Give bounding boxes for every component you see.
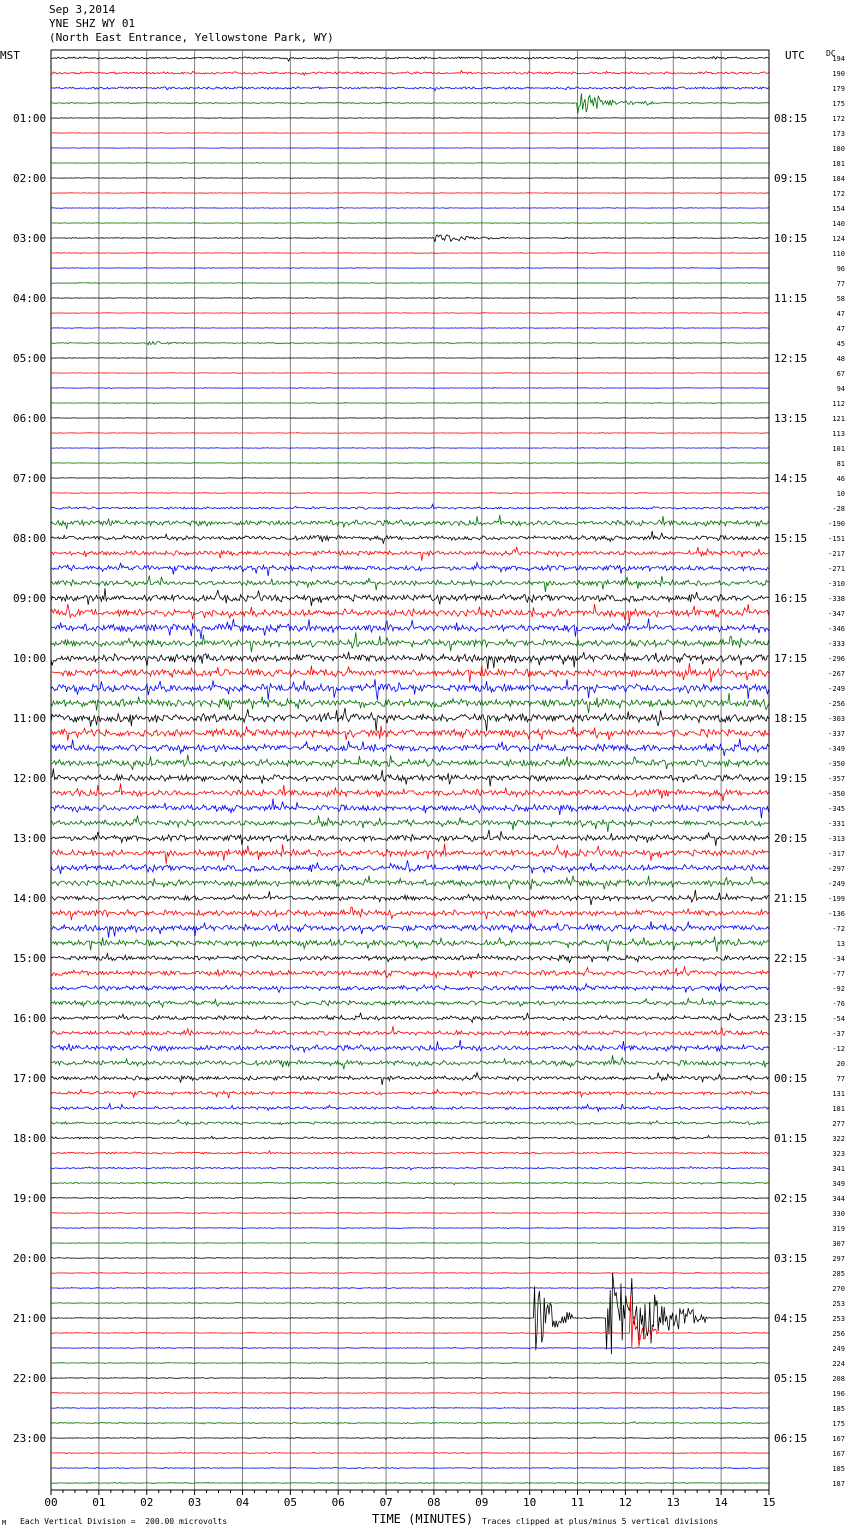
dc-offset-label: 167 xyxy=(832,1450,845,1458)
dc-offset-label: 175 xyxy=(832,1420,845,1428)
trace-line xyxy=(51,921,769,937)
right-hour-label: 18:15 xyxy=(774,712,808,725)
right-hour-label: 10:15 xyxy=(774,232,808,245)
dc-offset-label: 341 xyxy=(832,1165,845,1173)
trace-line xyxy=(51,373,769,374)
trace-line xyxy=(51,693,769,713)
trace-line xyxy=(51,632,769,652)
trace-line xyxy=(51,1303,769,1304)
dc-offset-label: -338 xyxy=(828,595,845,603)
trace-line xyxy=(51,1408,769,1409)
dc-offset-label: -54 xyxy=(832,1015,845,1023)
dc-offset-label: -296 xyxy=(828,655,845,663)
dc-offset-label: -317 xyxy=(828,850,845,858)
dc-offset-label: 175 xyxy=(832,100,845,108)
left-hour-label: 23:00 xyxy=(13,1432,47,1445)
trace-line xyxy=(51,967,769,979)
left-hour-label: 13:00 xyxy=(13,832,47,845)
trace-line xyxy=(51,253,769,254)
trace-line xyxy=(51,93,769,113)
dc-offset-label: -331 xyxy=(828,820,845,828)
right-hour-label: 23:15 xyxy=(774,1012,808,1025)
trace-line xyxy=(51,604,769,624)
dc-offset-label: -256 xyxy=(828,700,845,708)
right-hour-label: 01:15 xyxy=(774,1132,808,1145)
dc-offset-label: -34 xyxy=(832,955,845,963)
trace-line xyxy=(51,1055,769,1069)
dc-offset-label: -92 xyxy=(832,985,845,993)
trace-line xyxy=(51,739,769,756)
dc-offset-label: 184 xyxy=(832,175,845,183)
trace-line xyxy=(51,983,769,992)
trace-line xyxy=(51,1136,769,1140)
right-hour-label: 15:15 xyxy=(774,532,808,545)
trace-line xyxy=(51,907,769,920)
dc-offset-label: -217 xyxy=(828,550,845,558)
trace-line xyxy=(51,463,769,464)
trace-line xyxy=(51,1347,769,1348)
trace-line xyxy=(51,844,769,864)
left-hour-label: 01:00 xyxy=(13,112,47,125)
trace-line xyxy=(51,1013,769,1023)
dc-offset-label: 81 xyxy=(836,460,845,468)
dc-offset-label: 48 xyxy=(836,355,845,363)
trace-line xyxy=(51,1257,769,1258)
left-hour-label: 20:00 xyxy=(13,1252,47,1265)
trace-line xyxy=(51,708,769,731)
dc-offset-label: -350 xyxy=(828,760,845,768)
dc-offset-label: 20 xyxy=(836,1060,845,1068)
dc-offset-label: 187 xyxy=(832,1480,845,1488)
left-hour-label: 19:00 xyxy=(13,1192,47,1205)
trace-line xyxy=(51,358,769,359)
dc-offset-label: 154 xyxy=(832,205,845,213)
left-hour-label: 14:00 xyxy=(13,892,47,905)
right-timezone-label: UTC xyxy=(785,49,805,62)
trace-line xyxy=(51,313,769,314)
dc-offset-label: -76 xyxy=(832,1000,845,1008)
trace-line xyxy=(51,515,769,529)
x-axis xyxy=(44,1490,775,1509)
x-tick-label: 13 xyxy=(666,1496,680,1509)
dc-offset-label: 319 xyxy=(832,1225,845,1233)
x-tick-label: 00 xyxy=(44,1496,58,1509)
dc-offset-label: 113 xyxy=(832,430,845,438)
x-tick-label: 08 xyxy=(427,1496,441,1509)
dc-offset-label: -37 xyxy=(832,1030,845,1038)
x-tick-label: 11 xyxy=(570,1496,585,1509)
right-hour-label: 03:15 xyxy=(774,1252,808,1265)
dc-offset-label: 323 xyxy=(832,1150,845,1158)
trace-line xyxy=(51,298,769,299)
dc-offset-label: 181 xyxy=(832,1105,845,1113)
trace-line xyxy=(51,87,769,91)
x-tick-label: 15 xyxy=(762,1496,776,1509)
trace-line xyxy=(51,57,769,62)
dc-offset-label: -28 xyxy=(832,505,845,513)
dc-offset-label: 58 xyxy=(836,295,845,303)
dc-offset-label: 121 xyxy=(832,415,845,423)
dc-offset-label: 77 xyxy=(836,280,845,288)
dc-offset-label: 179 xyxy=(832,85,845,93)
trace-line xyxy=(51,193,769,194)
left-hour-label: 03:00 xyxy=(13,232,47,245)
x-tick-label: 01 xyxy=(92,1496,106,1509)
dc-offset-label: 181 xyxy=(832,160,845,168)
trace-line xyxy=(51,493,769,494)
dc-offset-label: -346 xyxy=(828,625,845,633)
dc-offset-label: -136 xyxy=(828,910,845,918)
dc-offset-label: 190 xyxy=(832,70,845,78)
trace-line xyxy=(51,118,769,119)
right-hour-label: 06:15 xyxy=(774,1432,808,1445)
dc-offset-label: 10 xyxy=(836,490,845,498)
trace-line xyxy=(51,652,769,670)
trace-line xyxy=(51,1151,769,1154)
corner-mark: M xyxy=(2,1519,7,1527)
left-hour-label: 05:00 xyxy=(13,352,47,365)
right-hour-label: 00:15 xyxy=(774,1072,808,1085)
trace-line xyxy=(51,890,769,905)
dc-column-label: DC xyxy=(826,49,836,58)
trace-line xyxy=(51,1228,769,1229)
trace-line xyxy=(51,726,769,741)
trace-line xyxy=(51,1287,769,1289)
trace-line xyxy=(51,679,769,700)
dc-offset-label: 330 xyxy=(832,1210,845,1218)
x-tick-label: 06 xyxy=(331,1496,345,1509)
trace-line xyxy=(51,207,769,208)
right-hour-label: 14:15 xyxy=(774,472,808,485)
x-tick-label: 10 xyxy=(523,1496,537,1509)
trace-line xyxy=(51,71,769,76)
right-hour-label: 19:15 xyxy=(774,772,808,785)
trace-line xyxy=(51,235,769,242)
x-axis-title: TIME (MINUTES) xyxy=(372,1512,474,1526)
trace-line xyxy=(51,1437,769,1439)
trace-line xyxy=(51,618,769,639)
trace-line xyxy=(51,1243,769,1244)
trace-line xyxy=(51,403,769,404)
trace-line xyxy=(51,504,769,509)
trace-line xyxy=(51,1182,769,1184)
trace-line xyxy=(51,448,769,449)
trace-line xyxy=(51,162,769,163)
x-tick-label: 14 xyxy=(714,1496,728,1509)
x-tick-label: 05 xyxy=(283,1496,297,1509)
dc-offset-label: 67 xyxy=(836,370,845,378)
dc-offset-label: 124 xyxy=(832,235,845,243)
dc-offset-label: 253 xyxy=(832,1315,845,1323)
left-hour-label: 21:00 xyxy=(13,1312,47,1325)
dc-offset-label: 172 xyxy=(832,190,845,198)
right-hour-label: 05:15 xyxy=(774,1372,808,1385)
dc-offset-label: 270 xyxy=(832,1285,845,1293)
trace-line xyxy=(51,588,769,606)
dc-offset-label: 285 xyxy=(832,1270,845,1278)
dc-offset-label: -349 xyxy=(828,745,845,753)
trace-line xyxy=(51,328,769,329)
trace-line xyxy=(51,133,769,134)
dc-offset-label: 194 xyxy=(832,55,845,63)
trace-line xyxy=(51,268,769,269)
dc-offset-label: 46 xyxy=(836,475,845,483)
trace-line xyxy=(51,830,769,846)
dc-offset-label: 249 xyxy=(832,1345,845,1353)
trace-line xyxy=(51,576,769,593)
dc-offset-label: 94 xyxy=(836,385,845,393)
right-hour-label: 20:15 xyxy=(774,832,808,845)
trace-line xyxy=(51,783,769,801)
trace-line xyxy=(51,223,769,224)
left-hour-label: 17:00 xyxy=(13,1072,47,1085)
dc-offset-label: 172 xyxy=(832,115,845,123)
trace-line xyxy=(51,1073,769,1085)
dc-offset-label: -151 xyxy=(828,535,845,543)
left-hour-label: 06:00 xyxy=(13,412,47,425)
left-timezone-label: MST xyxy=(0,49,20,62)
trace-line xyxy=(51,1104,769,1112)
dc-offset-label: 110 xyxy=(832,250,845,258)
dc-offset-label: -297 xyxy=(828,865,845,873)
left-hour-label: 04:00 xyxy=(13,292,47,305)
dc-offset-label: -350 xyxy=(828,790,845,798)
left-hour-label: 10:00 xyxy=(13,652,47,665)
dc-offset-label: -249 xyxy=(828,880,845,888)
dc-offset-label: 256 xyxy=(832,1330,845,1338)
station-code: YNE SHZ WY 01 xyxy=(49,17,136,30)
trace-line xyxy=(51,1483,769,1484)
dc-offset-label: 297 xyxy=(832,1255,845,1263)
right-hour-label: 11:15 xyxy=(774,292,808,305)
trace-line xyxy=(51,1273,769,1355)
dc-offset-label: 101 xyxy=(832,445,845,453)
x-tick-label: 07 xyxy=(379,1496,393,1509)
dc-offset-label: -313 xyxy=(828,835,845,843)
trace-line xyxy=(51,768,769,786)
x-tick-label: 09 xyxy=(475,1496,489,1509)
dc-offset-label: 307 xyxy=(832,1240,845,1248)
dc-offset-label: 77 xyxy=(836,1075,845,1083)
trace-line xyxy=(51,954,769,963)
dc-offset-label: -12 xyxy=(832,1045,845,1053)
x-tick-label: 12 xyxy=(618,1496,633,1509)
dc-offset-label: -249 xyxy=(828,685,845,693)
trace-line xyxy=(51,547,769,561)
trace-line xyxy=(51,1040,769,1052)
dc-offset-label: 349 xyxy=(832,1180,845,1188)
trace-line xyxy=(51,937,769,952)
trace-line xyxy=(51,998,769,1007)
dc-offset-label: -72 xyxy=(832,925,845,933)
trace-line xyxy=(51,283,769,284)
dc-offset-label: 322 xyxy=(832,1135,845,1143)
trace-line xyxy=(51,433,769,434)
trace-line xyxy=(51,1468,769,1469)
dc-offset-label: 277 xyxy=(832,1120,845,1128)
trace-line xyxy=(51,1453,769,1454)
trace-line xyxy=(51,1026,769,1035)
trace-line xyxy=(51,388,769,389)
trace-line xyxy=(51,563,769,577)
right-hour-label: 02:15 xyxy=(774,1192,808,1205)
right-hour-label: 12:15 xyxy=(774,352,808,365)
dc-offset-label: 224 xyxy=(832,1360,845,1368)
right-hour-label: 21:15 xyxy=(774,892,808,905)
dc-offset-label: 180 xyxy=(832,145,845,153)
dc-offset-label: -199 xyxy=(828,895,845,903)
station-location: (North East Entrance, Yellowstone Park, WY) xyxy=(49,31,334,44)
clip-note: Traces clipped at plus/minus 5 vertical divisions xyxy=(482,1517,719,1526)
right-hour-label: 04:15 xyxy=(774,1312,808,1325)
trace-line xyxy=(51,418,769,419)
left-hour-label: 15:00 xyxy=(13,952,47,965)
chart-date: Sep 3,2014 xyxy=(49,3,116,16)
dc-offset-label: -310 xyxy=(828,580,845,588)
dc-offset-label: 185 xyxy=(832,1465,845,1473)
trace-line xyxy=(51,1363,769,1364)
dc-offset-label: 112 xyxy=(832,400,845,408)
dc-offset-label: 173 xyxy=(832,130,845,138)
dc-offset-label: -345 xyxy=(828,805,845,813)
dc-offset-label: 253 xyxy=(832,1300,845,1308)
x-tick-label: 03 xyxy=(187,1496,202,1509)
trace-line xyxy=(51,478,769,479)
trace-line xyxy=(51,1393,769,1394)
x-tick-label: 04 xyxy=(235,1496,250,1509)
dc-offset-label: -333 xyxy=(828,640,845,648)
x-tick-label: 02 xyxy=(140,1496,154,1509)
seismic-traces xyxy=(51,57,769,1484)
left-hour-label: 22:00 xyxy=(13,1372,47,1385)
right-hour-label: 22:15 xyxy=(774,952,808,965)
scale-note: Each Vertical Division = 200.00 microvolts xyxy=(20,1517,228,1526)
trace-line xyxy=(51,860,769,874)
dc-offset-label: 45 xyxy=(836,340,845,348)
right-hour-label: 09:15 xyxy=(774,172,808,185)
dc-offset-label: 208 xyxy=(832,1375,845,1383)
trace-line xyxy=(51,799,769,819)
dc-offset-label: 47 xyxy=(836,325,845,333)
trace-line xyxy=(51,1120,769,1125)
trace-line xyxy=(51,1212,769,1213)
left-hour-label: 08:00 xyxy=(13,532,47,545)
trace-line xyxy=(51,663,769,682)
right-hour-label: 08:15 xyxy=(774,112,808,125)
trace-line xyxy=(51,178,769,179)
left-hour-label: 16:00 xyxy=(13,1012,47,1025)
dc-offset-label: 196 xyxy=(832,1390,845,1398)
left-hour-label: 11:00 xyxy=(13,712,47,725)
dc-offset-label: -267 xyxy=(828,670,845,678)
dc-offset-label: -347 xyxy=(828,610,845,618)
trace-line xyxy=(51,1422,769,1425)
plot-border xyxy=(51,50,769,1490)
left-hour-label: 18:00 xyxy=(13,1132,47,1145)
dc-offset-label: 185 xyxy=(832,1405,845,1413)
dc-offset-label: 167 xyxy=(832,1435,845,1443)
grid-lines xyxy=(51,50,769,1490)
trace-line xyxy=(51,531,769,544)
dc-offset-label: 344 xyxy=(832,1195,845,1203)
dc-offset-label: -77 xyxy=(832,970,845,978)
dc-offset-label: -303 xyxy=(828,715,845,723)
dc-offset-label: -190 xyxy=(828,520,845,528)
trace-line xyxy=(51,1273,769,1274)
dc-offset-label: 96 xyxy=(836,265,845,273)
dc-offset-label: 131 xyxy=(832,1090,845,1098)
trace-line xyxy=(51,1167,769,1170)
trace-line xyxy=(51,1377,769,1379)
right-hour-label: 13:15 xyxy=(774,412,808,425)
dc-offset-label: -337 xyxy=(828,730,845,738)
trace-line xyxy=(51,816,769,832)
left-hour-label: 12:00 xyxy=(13,772,47,785)
trace-line xyxy=(51,876,769,890)
dc-offset-label: 13 xyxy=(836,940,845,948)
left-hour-label: 09:00 xyxy=(13,592,47,605)
trace-line xyxy=(51,1197,769,1199)
trace-line xyxy=(51,341,769,344)
left-hour-label: 02:00 xyxy=(13,172,47,185)
right-hour-label: 17:15 xyxy=(774,652,808,665)
dc-offset-label: 47 xyxy=(836,310,845,318)
right-hour-label: 16:15 xyxy=(774,592,808,605)
trace-line xyxy=(51,755,769,770)
dc-offset-label: -271 xyxy=(828,565,845,573)
left-hour-label: 07:00 xyxy=(13,472,47,485)
dc-offset-label: 140 xyxy=(832,220,845,228)
trace-line xyxy=(51,1090,769,1099)
dc-offset-label: -357 xyxy=(828,775,845,783)
